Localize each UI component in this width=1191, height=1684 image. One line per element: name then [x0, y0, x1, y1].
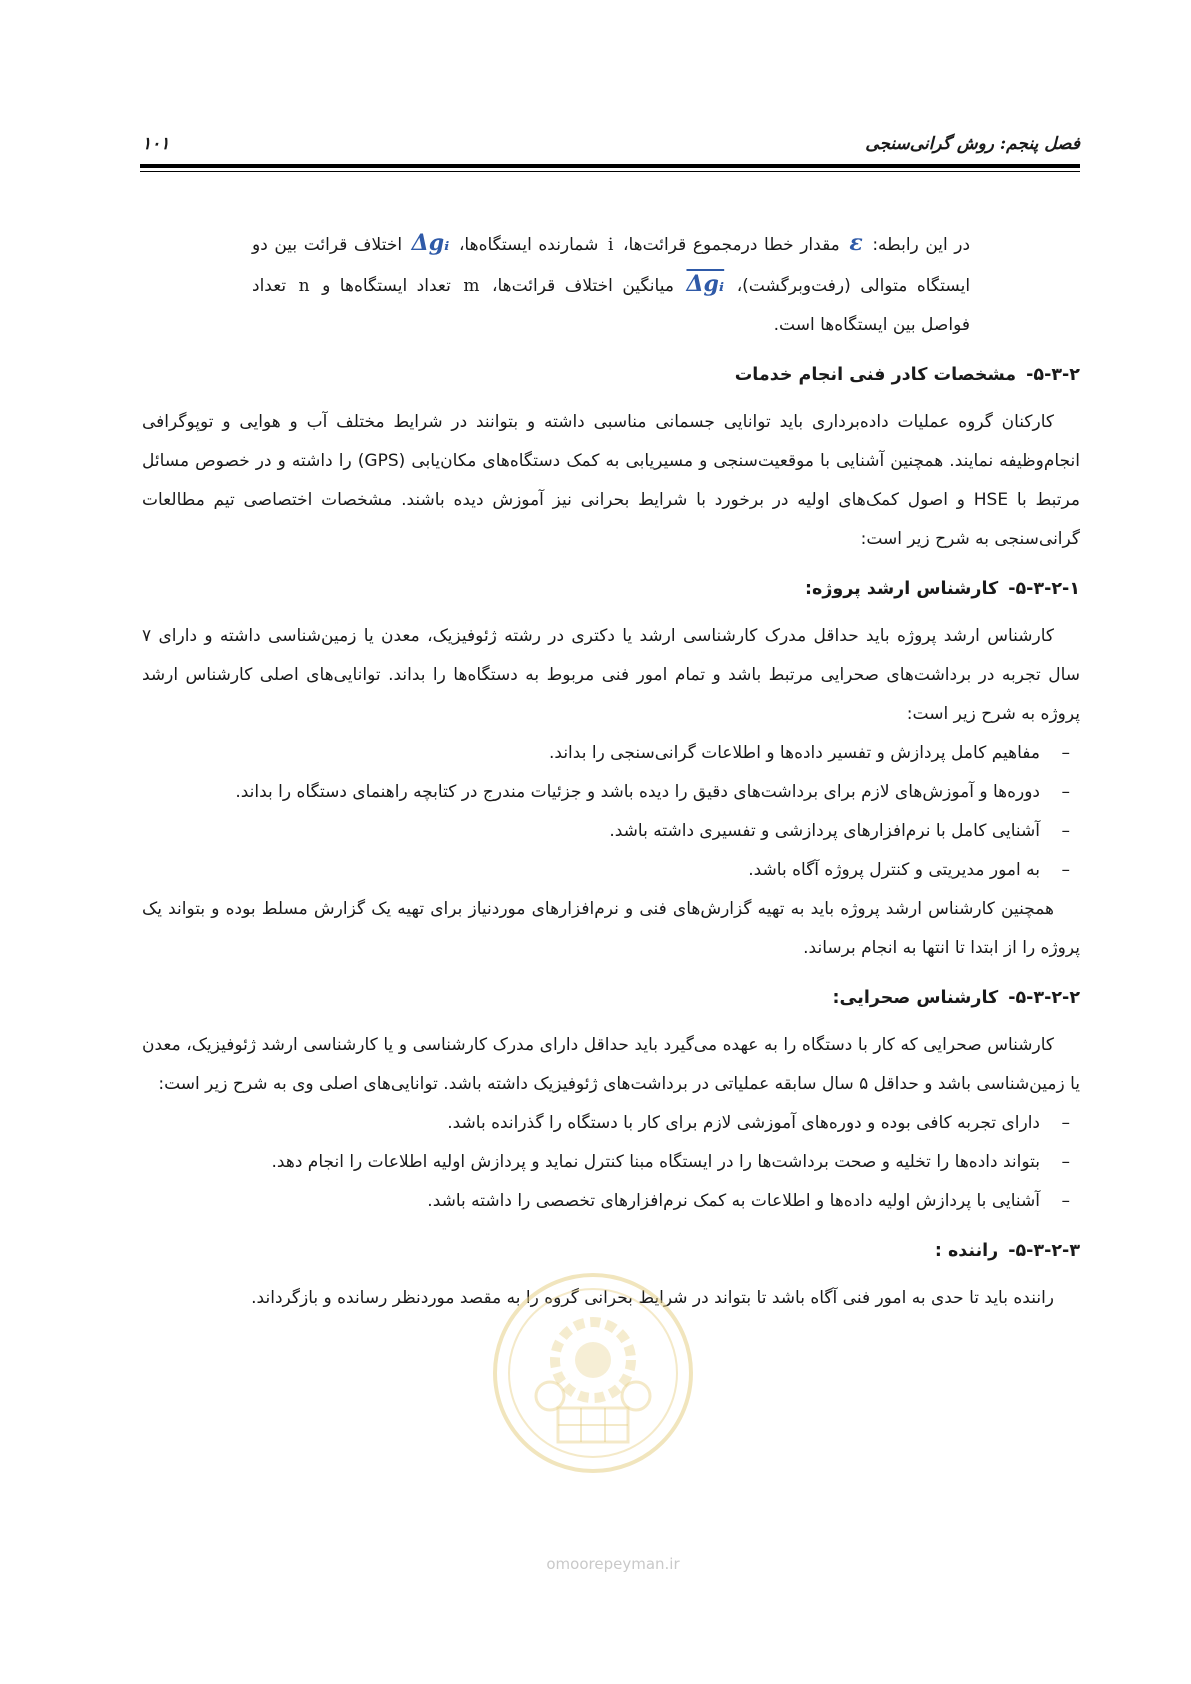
- intro-text: در این رابطه:: [872, 235, 971, 255]
- delta-g-mean-symbol: Δgᵢ: [686, 271, 725, 297]
- list-item: – آشنایی با پردازش اولیه داده‌ها و اطلاعات به کمک نرم‌افزارهای تخصصی را داشته باشد.: [142, 1182, 1080, 1221]
- watermark-url: omoorepeyman.ir: [546, 1555, 680, 1573]
- section-title: راننده :: [934, 1241, 999, 1261]
- list-item: – دوره‌ها و آموزش‌های لازم برای برداشت‌های دقیق را دیده باشد و جزئیات مندرج در کتابچه راهنمای دستگاه را بداند.: [142, 773, 1080, 812]
- header-rule-thick: [140, 164, 1080, 168]
- intro-text: اختلاف قرائت بین دو ایستگاه متوالی (رفت‌وبرگشت)،: [252, 235, 971, 296]
- section-heading: [142, 980, 1080, 1016]
- section-closing-paragraph: همچنین کارشناس ارشد پروژه باید به تهیه گزارش‌های فنی و نرم‌افزارهای موردنیاز برای تهیه یک گزارش مسلط بوده و بتواند یک پروژه را از ابتدا تا انتها به انجام برساند.: [142, 899, 1080, 958]
- body-content: [142, 224, 1080, 1318]
- section-heading: [142, 357, 1080, 393]
- delta-g-symbol: Δgᵢ: [411, 230, 450, 256]
- section-paragraph: راننده باید تا حدی به امور فنی آگاه باشد تا بتواند در شرایط بحرانی گروه را به مقصد موردنظر رسانده و بازگرداند.: [251, 1288, 1054, 1308]
- intro-text: میانگین اختلاف قرائت‌ها،: [491, 276, 674, 296]
- section-heading: [142, 1233, 1080, 1269]
- list-item: – بتواند داده‌ها را تخلیه و صحت برداشت‌ها را در ایستگاه مبنا کنترل نماید و پردازش اولیه اطلاعات را انجام دهد.: [142, 1143, 1080, 1182]
- n-symbol: n: [298, 276, 310, 296]
- epsilon-symbol: ε: [849, 230, 863, 256]
- list-item: – به امور مدیریتی و کنترل پروژه آگاه باشد.: [142, 851, 1080, 890]
- bullet-list: [142, 1104, 1080, 1221]
- list-item: – آشنایی کامل با نرم‌افزارهای پردازشی و تفسیری داشته باشد.: [142, 812, 1080, 851]
- m-symbol: m: [463, 276, 480, 296]
- section-heading: [142, 571, 1080, 607]
- section-title: مشخصات کادر فنی انجام خدمات: [734, 365, 1017, 385]
- section-paragraph: کارشناس صحرایی که کار با دستگاه را به عهده می‌گیرد باید حداقل دارای مدرک کارشناسی و یا کارشناسی ارشد ژئوفیزیک، معدن یا زمین‌شناسی باشد و حداقل ۵ سال سابقه عملیاتی در برداشت‌های ژئوفیزیک داشته باشد. توانایی‌های اصلی وی به شرح زیر است:: [142, 1035, 1080, 1094]
- running-header: [142, 128, 1080, 162]
- chapter-title: فصل پنجم: روش گرانی‌سنجی: [865, 134, 1080, 154]
- section-title: کارشناس ارشد پروژه:: [805, 579, 999, 599]
- intro-text: تعداد ایستگاه‌ها و: [322, 276, 451, 296]
- section-number: ۵-۳-۲-۲-: [1008, 988, 1080, 1008]
- section-paragraph: کارشناس ارشد پروژه باید حداقل مدرک کارشناسی ارشد یا دکتری در رشته ژئوفیزیک، معدن یا زمین‌شناسی داشته و دارای ۷ سال تجربه در برداشت‌های صحرایی مرتبط باشد و تمام امور فنی مربوط به دستگاه‌ها را بداند. توانایی‌های اصلی کارشناس ارشد پروژه به شرح زیر است:: [142, 626, 1080, 724]
- list-item: – دارای تجربه کافی بوده و دوره‌های آموزشی لازم برای کار با دستگاه را گذرانده باشد.: [142, 1104, 1080, 1143]
- header-rule-thin: [140, 171, 1080, 172]
- section-number: ۵-۳-۲-: [1026, 365, 1080, 385]
- intro-text: مقدار خطا درمجموع قرائت‌ها،: [622, 235, 840, 255]
- page-number: ۱۰۱: [142, 134, 170, 154]
- section-title: کارشناس صحرایی:: [832, 988, 999, 1008]
- bullet-list: [142, 734, 1080, 890]
- list-item: – مفاهیم کامل پردازش و تفسیر داده‌ها و اطلاعات گرانی‌سنجی را بداند.: [142, 734, 1080, 773]
- formula-explanation: [142, 224, 1080, 345]
- section-number: ۵-۳-۲-۳-: [1008, 1241, 1080, 1261]
- section-number: ۵-۳-۲-۱-: [1008, 579, 1080, 599]
- intro-text: شمارنده ایستگاه‌ها،: [458, 235, 599, 255]
- i-symbol: i: [607, 235, 614, 255]
- watermark-logo: [488, 1268, 698, 1478]
- section-paragraph: کارکنان گروه عملیات داده‌برداری باید توانایی جسمانی مناسبی داشته و بتوانند در شرایط مختلف آب و هوایی و توپوگرافی انجام‌وظیفه نمایند. همچنین آشنایی با موقعیت‌سنجی و مسیریابی به کمک دستگاه‌های مکان‌یابی (GPS) را داشته و در خصوص مسائل مرتبط با HSE و اصول کمک‌های اولیه در برخورد با شرایط بحرانی نیز آموزش دیده باشند. مشخصات اختصاصی تیم مطالعات گرانی‌سنجی به شرح زیر است:: [142, 412, 1081, 549]
- intro-text: تعداد فواصل بین ایستگاه‌ها است.: [252, 276, 970, 335]
